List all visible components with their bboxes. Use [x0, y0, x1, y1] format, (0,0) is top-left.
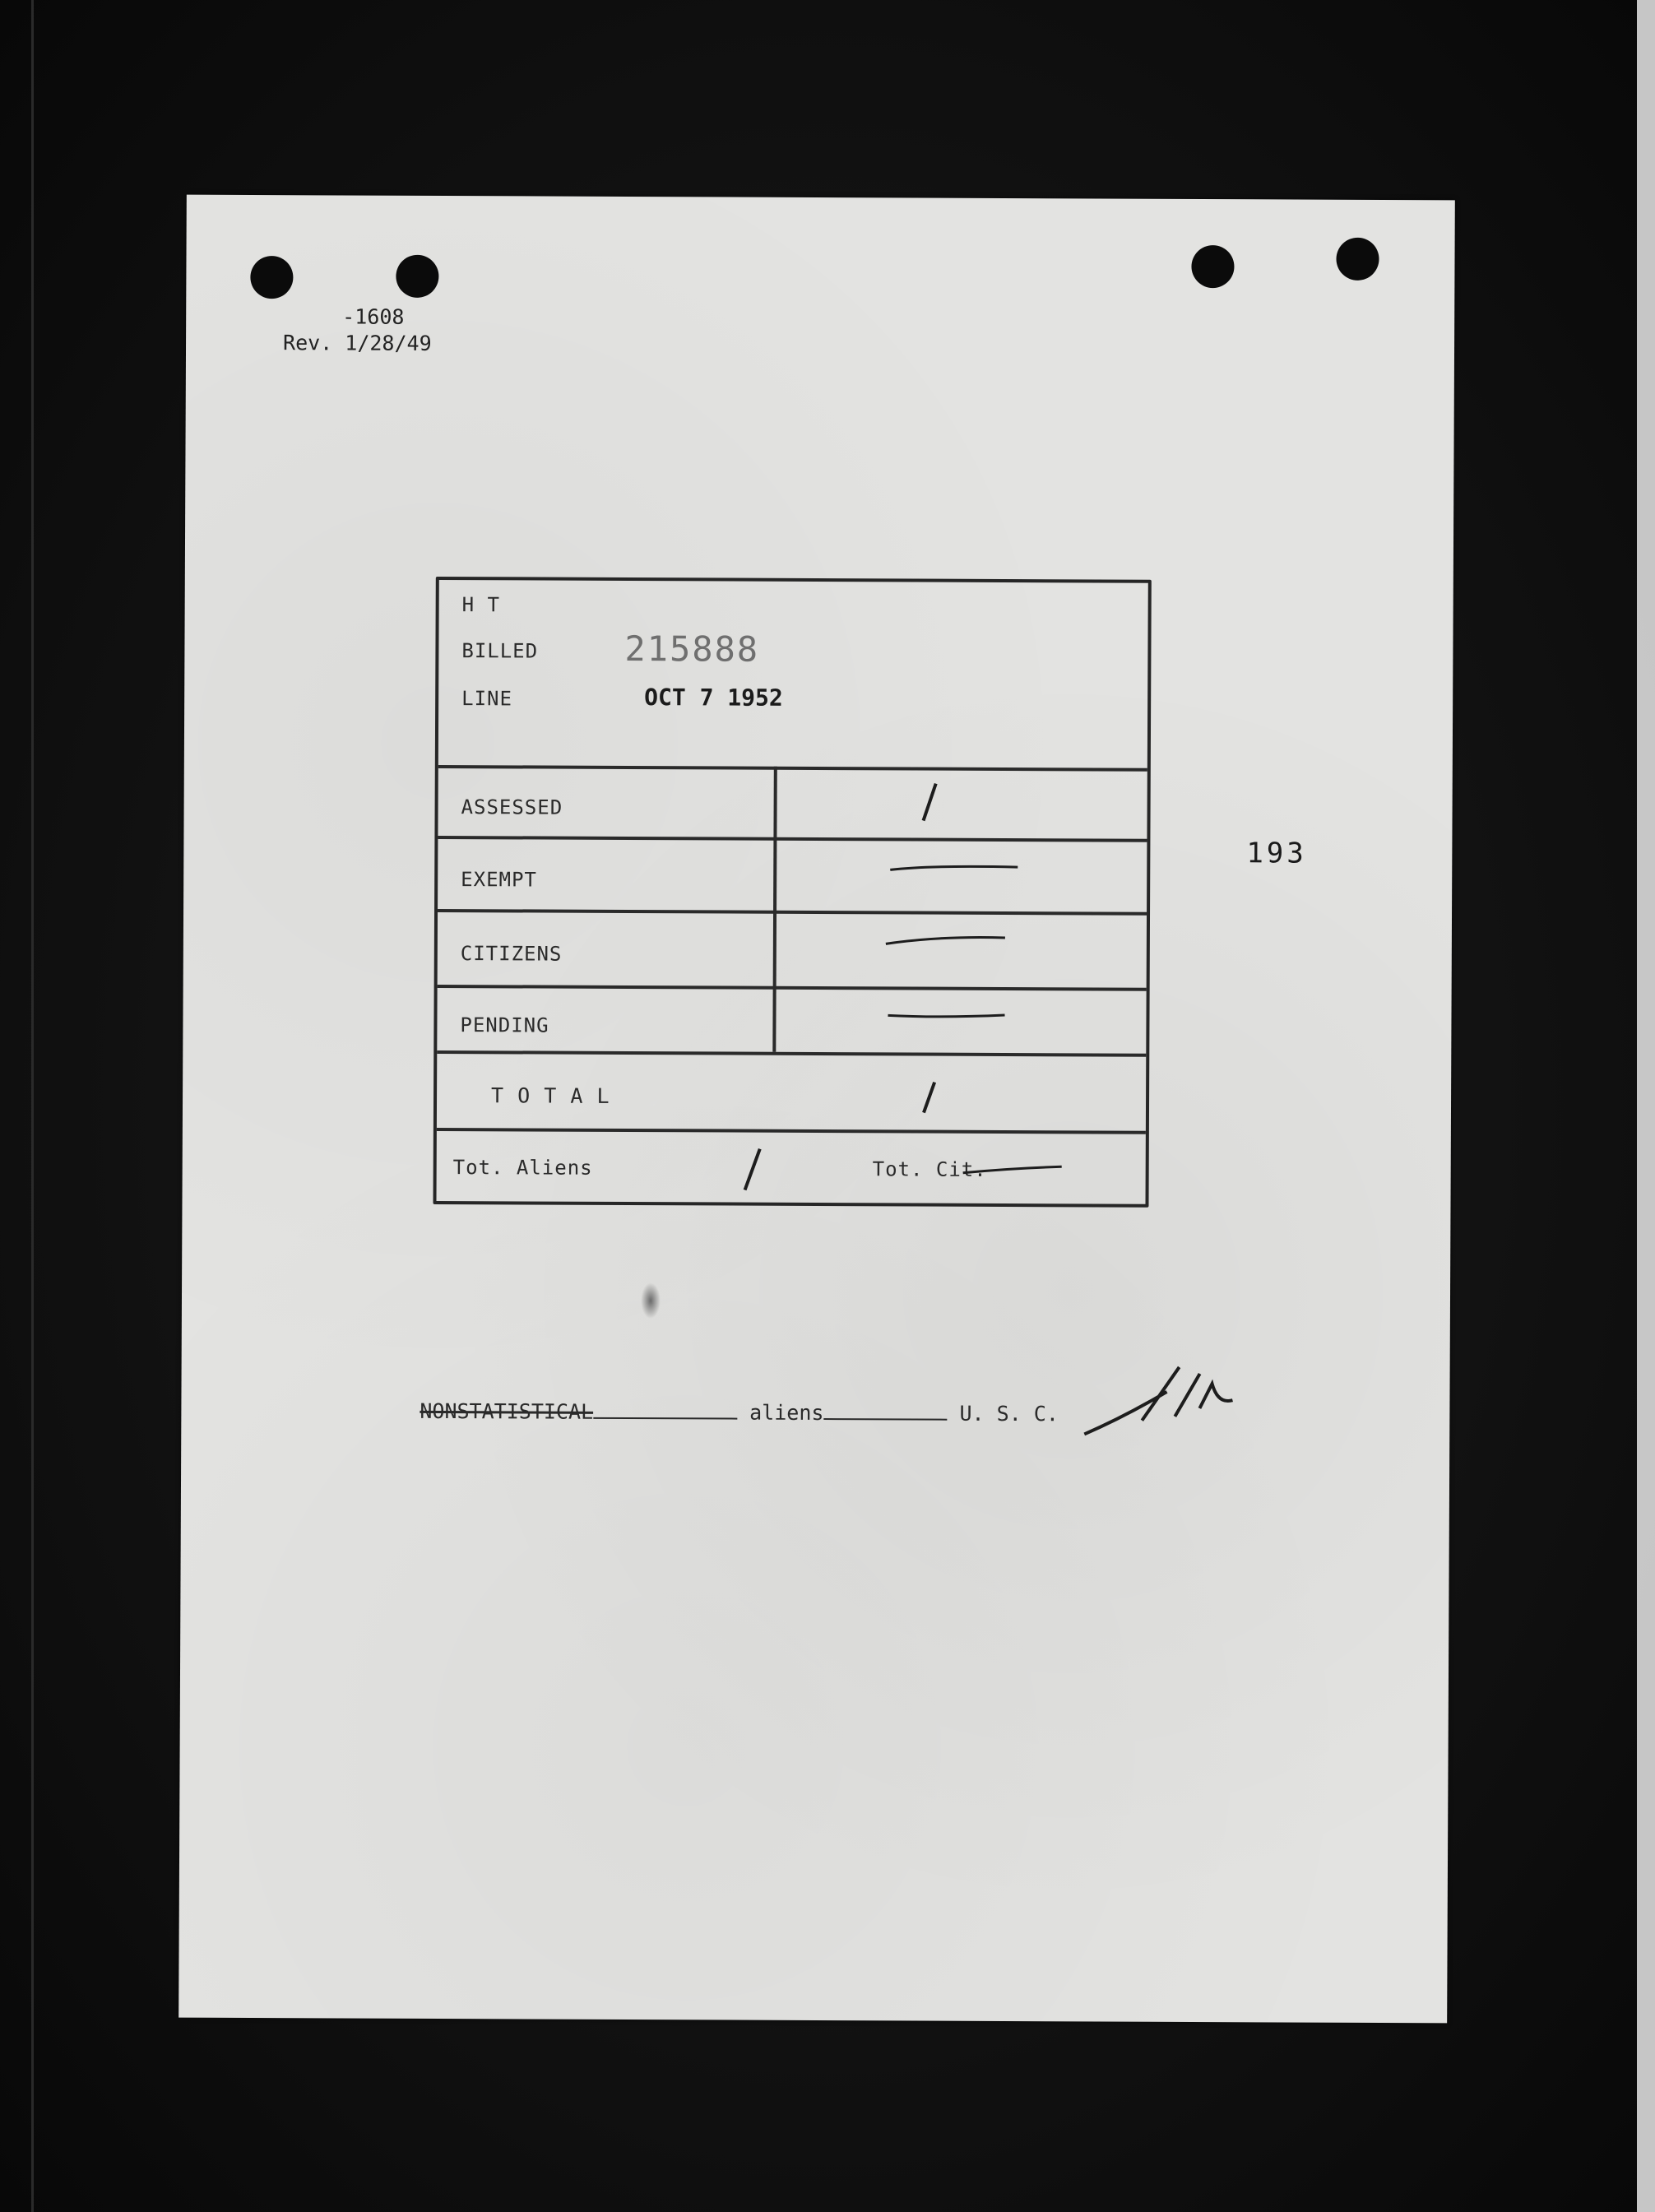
row-label-citizens: CITIZENS — [460, 942, 563, 966]
tot-aliens-mark — [745, 1149, 760, 1190]
nonstatistical-line — [420, 1399, 1059, 1426]
form-number: -1608 — [342, 304, 405, 329]
assessed-mark — [924, 784, 936, 821]
stamp-date: OCT 7 1952 — [644, 684, 783, 712]
punch-hole-icon — [396, 255, 438, 298]
row-label-exempt: EXEMPT — [461, 868, 537, 892]
tot-aliens-label: Tot. Aliens — [452, 1156, 593, 1180]
punch-hole-icon — [1191, 245, 1234, 288]
punch-hole-icon — [1336, 238, 1379, 281]
row-label-assessed: ASSESSED — [461, 795, 563, 819]
document-page — [178, 195, 1455, 2024]
stamp-box — [433, 577, 1151, 1208]
aliens-label: aliens — [749, 1400, 824, 1426]
nonstatistical-blank — [593, 1401, 737, 1420]
tot-cit-dash — [963, 1166, 1062, 1174]
handwritten-initials — [1076, 1358, 1240, 1449]
film-edge-right — [1637, 0, 1655, 2212]
form-identifier — [283, 304, 432, 357]
page-number: 193 — [1246, 837, 1307, 870]
ink-smudge — [641, 1282, 661, 1319]
ht-label: H T — [461, 593, 501, 617]
nonstatistical-label: NONSTATISTICAL — [420, 1398, 594, 1424]
citizens-dash — [886, 937, 1005, 944]
usc-label: U. S. C. — [959, 1401, 1059, 1426]
row-label-pending: PENDING — [460, 1013, 549, 1037]
exempt-dash — [890, 866, 1018, 870]
punch-hole-icon — [250, 256, 293, 299]
total-mark — [924, 1083, 934, 1113]
aliens-blank — [823, 1402, 947, 1421]
billed-label: BILLED — [461, 639, 539, 663]
form-revision: Rev. 1/28/49 — [282, 331, 432, 355]
line-label: LINE — [461, 687, 513, 711]
film-edge-left — [31, 0, 34, 2212]
total-label: T O T A L — [491, 1083, 610, 1108]
pending-dash — [888, 1014, 1004, 1017]
billed-number: 215888 — [624, 628, 760, 670]
handwritten-marks — [437, 580, 1148, 1204]
tot-cit-label: Tot. Cit. — [872, 1157, 987, 1181]
